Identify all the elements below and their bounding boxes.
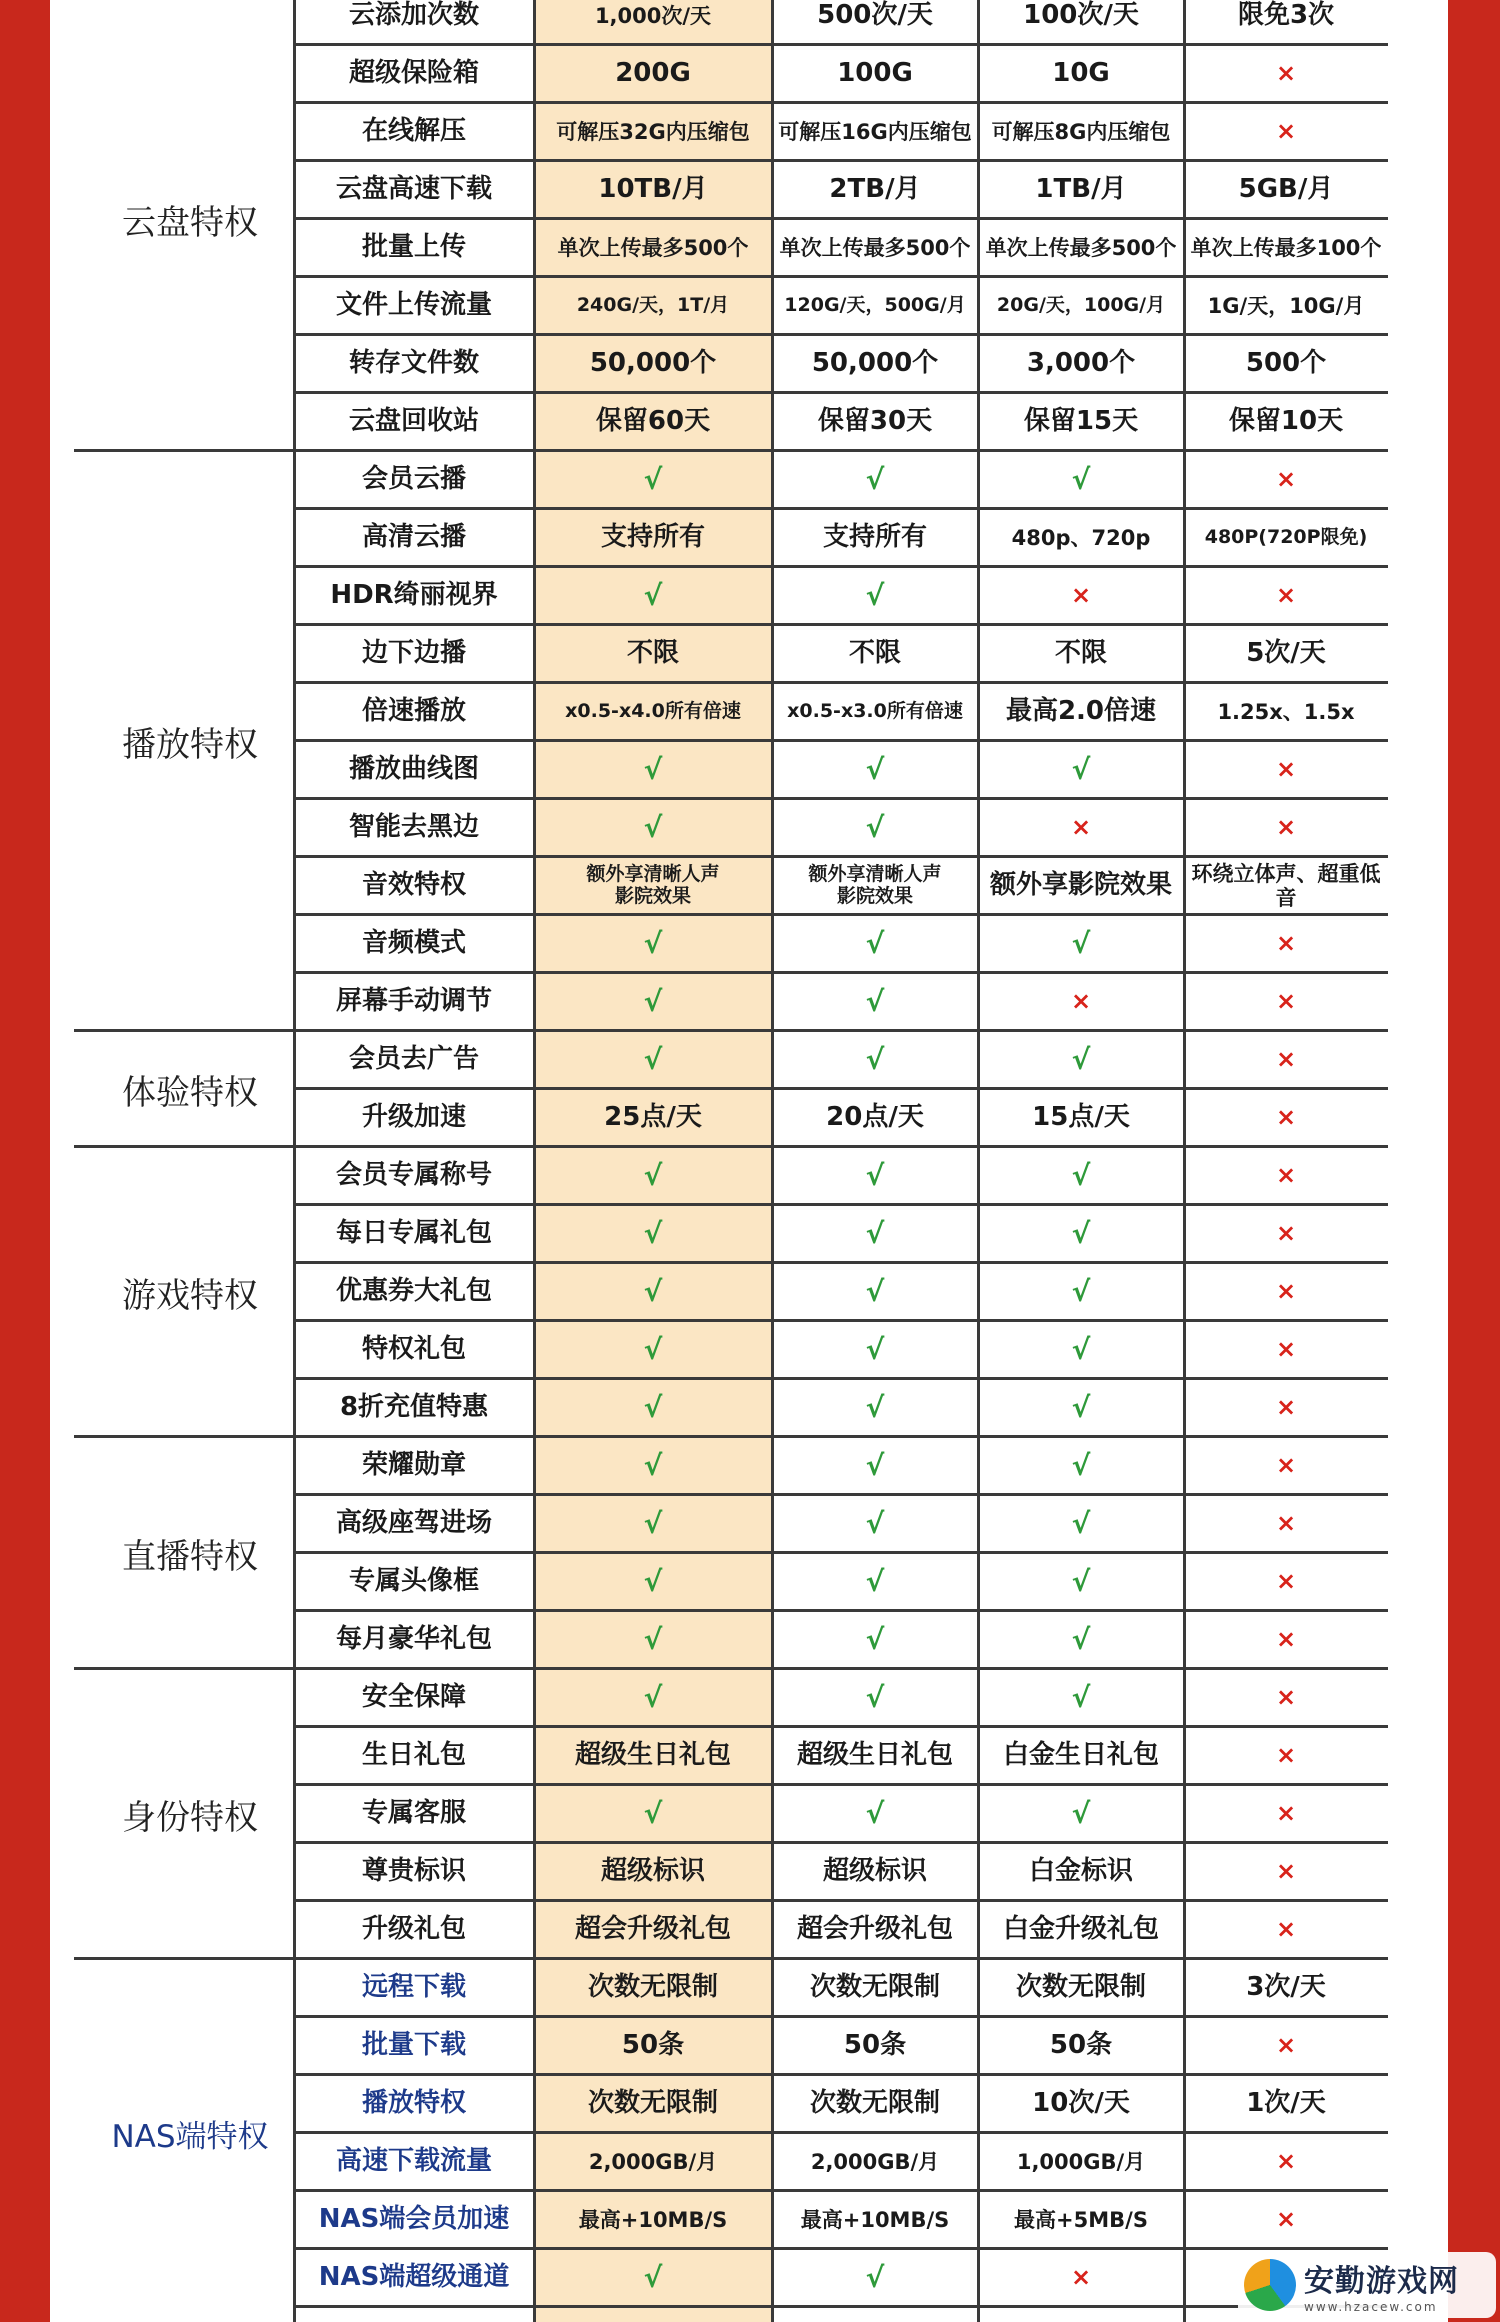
watermark-url: www.hzacew.com bbox=[1304, 2300, 1438, 2314]
table-row bbox=[50, 2191, 1448, 2249]
cross-icon: × bbox=[1275, 1103, 1297, 1132]
plan-2-cell: 100G bbox=[837, 58, 913, 89]
cross-icon: × bbox=[1275, 929, 1297, 958]
table-row bbox=[50, 1611, 1448, 1669]
feature-name: 尊贵标识 bbox=[361, 1856, 466, 1887]
plan-3-cell: 白金生日礼包 bbox=[1002, 1740, 1159, 1771]
row-divider bbox=[294, 1087, 1388, 1090]
feature-name: 8折充值特惠 bbox=[339, 1392, 489, 1423]
cross-icon: × bbox=[1275, 1219, 1297, 1248]
check-icon: √ bbox=[1071, 1680, 1091, 1714]
check-icon: √ bbox=[643, 1216, 663, 1250]
row-divider bbox=[294, 1203, 1388, 1206]
cross-icon: × bbox=[1070, 2263, 1092, 2292]
check-icon: √ bbox=[643, 462, 663, 496]
plan-1-cell: 50,000个 bbox=[589, 348, 717, 379]
row-divider bbox=[294, 1609, 1388, 1612]
row-divider bbox=[294, 913, 1388, 916]
feature-name: 高清云播 bbox=[361, 522, 466, 553]
table-row bbox=[50, 2017, 1448, 2075]
row-divider bbox=[294, 623, 1388, 626]
column-divider bbox=[293, 0, 296, 2322]
check-icon: √ bbox=[1071, 1564, 1091, 1598]
site-logo-icon bbox=[1244, 2259, 1296, 2311]
check-icon: √ bbox=[643, 1796, 663, 1830]
plan-1-cell: 可解压32G内压缩包 bbox=[556, 119, 750, 144]
check-icon: √ bbox=[1071, 1216, 1091, 1250]
feature-name: 屏幕手动调节 bbox=[335, 986, 492, 1017]
plan-1-cell: x0.5-x4.0所有倍速 bbox=[565, 700, 741, 723]
row-divider bbox=[294, 2247, 1388, 2250]
plan-2-cell: 次数无限制 bbox=[809, 1972, 940, 2003]
check-icon: √ bbox=[1071, 1506, 1091, 1540]
table-row bbox=[50, 277, 1448, 335]
check-icon: √ bbox=[865, 1216, 885, 1250]
plan-4-cell: 5GB/月 bbox=[1238, 174, 1334, 205]
feature-name: 升级加速 bbox=[361, 1102, 466, 1133]
check-icon: √ bbox=[865, 1622, 885, 1656]
table-row bbox=[50, 857, 1448, 915]
feature-name: 专属客服 bbox=[361, 1798, 466, 1829]
table-row bbox=[50, 1727, 1448, 1785]
row-divider bbox=[294, 391, 1388, 394]
plan-3-cell: 1TB/月 bbox=[1035, 174, 1127, 205]
check-icon: √ bbox=[1071, 462, 1091, 496]
group-label: NAS端特权 bbox=[111, 2118, 269, 2155]
cross-icon: × bbox=[1275, 117, 1297, 146]
row-divider bbox=[294, 333, 1388, 336]
table-row bbox=[50, 567, 1448, 625]
cross-icon: × bbox=[1275, 1451, 1297, 1480]
table-row bbox=[50, 161, 1448, 219]
plan-4-cell: 1G/天，10G/月 bbox=[1207, 293, 1365, 318]
check-icon: √ bbox=[865, 1448, 885, 1482]
table-row bbox=[50, 1031, 1448, 1089]
plan-4-cell: 环绕立体声、超重低音 bbox=[1191, 861, 1381, 910]
plan-2-cell: 超会升级礼包 bbox=[796, 1914, 953, 1945]
plan-2-cell: 500次/天 bbox=[817, 0, 933, 31]
plan-4-cell: 单次上传最多100个 bbox=[1190, 235, 1382, 260]
row-divider bbox=[294, 101, 1388, 104]
table-row bbox=[50, 451, 1448, 509]
group-label: 云盘特权 bbox=[122, 202, 258, 243]
cross-icon: × bbox=[1275, 1915, 1297, 1944]
row-divider bbox=[294, 1319, 1388, 1322]
row-divider bbox=[294, 739, 1388, 742]
plan-3-cell: 不限 bbox=[1054, 638, 1107, 669]
row-divider bbox=[294, 971, 1388, 974]
plan-3-cell: 白金升级礼包 bbox=[1002, 1914, 1159, 1945]
row-divider bbox=[294, 1725, 1388, 1728]
feature-name: 生日礼包 bbox=[361, 1740, 466, 1771]
feature-name: 专属头像框 bbox=[348, 1566, 479, 1597]
check-icon: √ bbox=[865, 926, 885, 960]
feature-name: 批量下载 bbox=[361, 2030, 466, 2061]
plan-2-cell: 可解压16G内压缩包 bbox=[778, 119, 972, 144]
table-row bbox=[50, 393, 1448, 451]
column-divider bbox=[533, 0, 536, 2322]
table-row bbox=[50, 915, 1448, 973]
feature-name: 边下边播 bbox=[361, 638, 466, 669]
table-row bbox=[50, 1321, 1448, 1379]
table-row bbox=[50, 1089, 1448, 1147]
plan-2-cell: 不限 bbox=[848, 638, 901, 669]
plan-2-cell: 50,000个 bbox=[811, 348, 939, 379]
check-icon: √ bbox=[865, 578, 885, 612]
table-row bbox=[50, 509, 1448, 567]
plan-4-cell: 5次/天 bbox=[1246, 638, 1326, 669]
plan-3-cell: 10G bbox=[1052, 58, 1110, 89]
plan-2-cell: 20点/天 bbox=[826, 1102, 924, 1133]
table-row bbox=[50, 219, 1448, 277]
feature-name: 在线解压 bbox=[361, 116, 466, 147]
plan-2-cell: 支持所有 bbox=[822, 522, 927, 553]
cross-icon: × bbox=[1275, 1161, 1297, 1190]
feature-name: 播放曲线图 bbox=[348, 754, 479, 785]
row-divider bbox=[294, 1377, 1388, 1380]
plan-1-cell: 超级生日礼包 bbox=[574, 1740, 731, 1771]
cross-icon: × bbox=[1275, 1277, 1297, 1306]
row-divider bbox=[294, 2015, 1388, 2018]
check-icon: √ bbox=[1071, 926, 1091, 960]
plan-3-cell: 1,000GB/月 bbox=[1016, 2149, 1146, 2174]
check-icon: √ bbox=[643, 1390, 663, 1424]
plan-4-cell: 480P(720P限免) bbox=[1204, 526, 1368, 549]
feature-name: 云添加次数 bbox=[348, 0, 479, 31]
plan-2-cell: 次数无限制 bbox=[809, 2088, 940, 2119]
cross-icon: × bbox=[1275, 1741, 1297, 1770]
feature-name: 云盘回收站 bbox=[348, 406, 479, 437]
feature-name: 音效特权 bbox=[361, 870, 466, 901]
group-label: 体验特权 bbox=[122, 1072, 258, 1113]
cross-icon: × bbox=[1275, 1799, 1297, 1828]
feature-name: 会员专属称号 bbox=[335, 1160, 492, 1191]
column-divider bbox=[1183, 0, 1186, 2322]
cross-icon: × bbox=[1275, 581, 1297, 610]
check-icon: √ bbox=[865, 462, 885, 496]
row-divider bbox=[294, 1261, 1388, 1264]
plan-2-cell: 最高+10MB/S bbox=[800, 2207, 950, 2232]
feature-name: 转存文件数 bbox=[348, 348, 479, 379]
check-icon: √ bbox=[1071, 1158, 1091, 1192]
check-icon: √ bbox=[865, 1506, 885, 1540]
check-icon: √ bbox=[865, 1158, 885, 1192]
cross-icon: × bbox=[1275, 59, 1297, 88]
table-row bbox=[50, 1843, 1448, 1901]
cross-icon: × bbox=[1275, 465, 1297, 494]
plan-4-cell: 3次/天 bbox=[1246, 1972, 1326, 2003]
check-icon: √ bbox=[643, 1274, 663, 1308]
table-row bbox=[50, 799, 1448, 857]
cross-icon: × bbox=[1275, 2031, 1297, 2060]
check-icon: √ bbox=[643, 984, 663, 1018]
plan-1-cell: 额外享清晰人声 影院效果 bbox=[586, 863, 720, 907]
check-icon: √ bbox=[643, 1042, 663, 1076]
check-icon: √ bbox=[643, 1564, 663, 1598]
feature-name: 播放特权 bbox=[361, 2088, 466, 2119]
table-row bbox=[50, 1553, 1448, 1611]
plan-2-cell: 2TB/月 bbox=[829, 174, 921, 205]
check-icon: √ bbox=[865, 1274, 885, 1308]
plan-1-cell: 单次上传最多500个 bbox=[557, 235, 749, 260]
row-divider bbox=[294, 797, 1388, 800]
plan-1-cell: 超会升级礼包 bbox=[574, 1914, 731, 1945]
cross-icon: × bbox=[1275, 755, 1297, 784]
cross-icon: × bbox=[1275, 1509, 1297, 1538]
table-row bbox=[50, 625, 1448, 683]
cross-icon: × bbox=[1275, 1335, 1297, 1364]
check-icon: √ bbox=[865, 984, 885, 1018]
table-row bbox=[50, 1205, 1448, 1263]
plan-2-cell: 2,000GB/月 bbox=[810, 2149, 940, 2174]
plan-2-cell: 超级标识 bbox=[822, 1856, 927, 1887]
row-divider bbox=[294, 217, 1388, 220]
check-icon: √ bbox=[643, 1448, 663, 1482]
check-icon: √ bbox=[865, 1796, 885, 1830]
row-divider bbox=[294, 2073, 1388, 2076]
table-row bbox=[50, 1263, 1448, 1321]
feature-name: 云盘高速下载 bbox=[335, 174, 492, 205]
plan-4-cell: 500个 bbox=[1245, 348, 1327, 379]
feature-name: 每月豪华礼包 bbox=[335, 1624, 492, 1655]
feature-name: 优惠券大礼包 bbox=[335, 1276, 492, 1307]
plan-4-cell: 保留10天 bbox=[1228, 406, 1344, 437]
plan-3-cell: 15点/天 bbox=[1032, 1102, 1130, 1133]
feature-name: NAS端会员加速 bbox=[318, 2204, 510, 2235]
check-icon: √ bbox=[643, 1622, 663, 1656]
plan-1-cell: 支持所有 bbox=[600, 522, 705, 553]
feature-name: 智能去黑边 bbox=[348, 812, 479, 843]
table-row bbox=[50, 1785, 1448, 1843]
cross-icon: × bbox=[1275, 1683, 1297, 1712]
plan-1-cell: 不限 bbox=[626, 638, 679, 669]
table-row bbox=[50, 683, 1448, 741]
plan-2-cell: 保留30天 bbox=[817, 406, 933, 437]
plan-2-cell: 超级生日礼包 bbox=[796, 1740, 953, 1771]
plan-4-cell: 1.25x、1.5x bbox=[1217, 699, 1355, 724]
row-divider bbox=[294, 2189, 1388, 2192]
row-divider bbox=[294, 1899, 1388, 1902]
table-row bbox=[50, 103, 1448, 161]
feature-name: 会员去广告 bbox=[348, 1044, 479, 1075]
plan-1-cell: 10TB/月 bbox=[598, 174, 708, 205]
table-row bbox=[50, 335, 1448, 393]
feature-name: 远程下载 bbox=[361, 1972, 466, 2003]
cross-icon: × bbox=[1275, 1625, 1297, 1654]
feature-name: 批量上传 bbox=[361, 232, 466, 263]
cross-icon: × bbox=[1275, 1045, 1297, 1074]
table-row bbox=[50, 1901, 1448, 1959]
row-divider bbox=[294, 1841, 1388, 1844]
check-icon: √ bbox=[1071, 1274, 1091, 1308]
plan-1-cell: 次数无限制 bbox=[587, 1972, 718, 2003]
check-icon: √ bbox=[643, 2260, 663, 2294]
check-icon: √ bbox=[865, 1332, 885, 1366]
check-icon: √ bbox=[865, 810, 885, 844]
check-icon: √ bbox=[643, 752, 663, 786]
cross-icon: × bbox=[1275, 1393, 1297, 1422]
plan-1-cell: 25点/天 bbox=[604, 1102, 702, 1133]
feature-name: 高级座驾进场 bbox=[335, 1508, 492, 1539]
plan-3-cell: 最高+5MB/S bbox=[1014, 2207, 1148, 2232]
check-icon: √ bbox=[643, 1506, 663, 1540]
cross-icon: × bbox=[1070, 987, 1092, 1016]
check-icon: √ bbox=[1071, 1332, 1091, 1366]
table-row bbox=[50, 1379, 1448, 1437]
row-divider bbox=[294, 681, 1388, 684]
check-icon: √ bbox=[865, 752, 885, 786]
check-icon: √ bbox=[643, 926, 663, 960]
plan-2-cell: 单次上传最多500个 bbox=[779, 235, 971, 260]
feature-name: 文件上传流量 bbox=[335, 290, 492, 321]
table-row bbox=[50, 2133, 1448, 2191]
plan-1-cell: 次数无限制 bbox=[587, 2088, 718, 2119]
plan-1-cell: 超级标识 bbox=[600, 1856, 705, 1887]
check-icon: √ bbox=[643, 578, 663, 612]
cross-icon: × bbox=[1275, 2147, 1297, 2176]
plan-2-cell: 额外享清晰人声 影院效果 bbox=[808, 863, 942, 907]
plan-1-cell: 保留60天 bbox=[595, 406, 711, 437]
plan-3-cell: 10次/天 bbox=[1032, 2088, 1130, 2119]
plan-3-cell: 最高2.0倍速 bbox=[1005, 696, 1157, 727]
plan-4-cell: 限免3次 bbox=[1237, 0, 1335, 31]
feature-name: NAS端超级通道 bbox=[318, 2262, 510, 2293]
plan-3-cell: 单次上传最多500个 bbox=[985, 235, 1177, 260]
check-icon: √ bbox=[1071, 752, 1091, 786]
check-icon: √ bbox=[865, 1390, 885, 1424]
plan-2-cell: 120G/天，500G/月 bbox=[784, 294, 966, 317]
feature-name: 音频模式 bbox=[361, 928, 466, 959]
row-divider bbox=[294, 507, 1388, 510]
check-icon: √ bbox=[865, 2260, 885, 2294]
table-row bbox=[50, 1495, 1448, 1553]
table-row bbox=[50, 1437, 1448, 1495]
plan-1-cell: 1,000次/天 bbox=[594, 3, 712, 28]
feature-name: 会员云播 bbox=[361, 464, 466, 495]
row-divider bbox=[294, 855, 1388, 858]
row-divider bbox=[294, 2305, 1388, 2308]
comparison-card bbox=[50, 0, 1448, 2322]
feature-name: 每日专属礼包 bbox=[335, 1218, 492, 1249]
check-icon: √ bbox=[643, 1332, 663, 1366]
table-row bbox=[50, 973, 1448, 1031]
check-icon: √ bbox=[865, 1564, 885, 1598]
plan-1-cell: 240G/天，1T/月 bbox=[576, 294, 730, 317]
plan-2-cell: x0.5-x3.0所有倍速 bbox=[787, 700, 963, 723]
feature-name: 倍速播放 bbox=[361, 696, 466, 727]
cross-icon: × bbox=[1070, 581, 1092, 610]
feature-name: HDR绮丽视界 bbox=[330, 580, 498, 611]
plan-3-cell: 100次/天 bbox=[1023, 0, 1139, 31]
row-divider bbox=[294, 43, 1388, 46]
row-divider bbox=[294, 1783, 1388, 1786]
check-icon: √ bbox=[1071, 1622, 1091, 1656]
feature-name: 升级礼包 bbox=[361, 1914, 466, 1945]
plan-1-cell: 2,000GB/月 bbox=[588, 2149, 718, 2174]
plan-3-cell: 额外享影院效果 bbox=[989, 870, 1172, 901]
plan-3-cell: 20G/天，100G/月 bbox=[996, 294, 1166, 317]
watermark-title: 安勤游戏网 bbox=[1304, 2264, 1459, 2299]
table-row bbox=[50, 45, 1448, 103]
cross-icon: × bbox=[1275, 987, 1297, 1016]
row-divider bbox=[294, 1551, 1388, 1554]
row-divider bbox=[294, 1493, 1388, 1496]
feature-name: 荣耀勋章 bbox=[361, 1450, 466, 1481]
table-row bbox=[50, 0, 1448, 45]
group-label: 直播特权 bbox=[122, 1536, 258, 1577]
check-icon: √ bbox=[643, 1158, 663, 1192]
cross-icon: × bbox=[1275, 1857, 1297, 1886]
table-row bbox=[50, 1669, 1448, 1727]
table-row bbox=[50, 1959, 1448, 2017]
check-icon: √ bbox=[1071, 1390, 1091, 1424]
plan-3-cell: 次数无限制 bbox=[1015, 1972, 1146, 2003]
site-watermark bbox=[1238, 2252, 1496, 2318]
cross-icon: × bbox=[1070, 813, 1092, 842]
check-icon: √ bbox=[1071, 1042, 1091, 1076]
table-row bbox=[50, 2075, 1448, 2133]
plan-3-cell: 白金标识 bbox=[1028, 1856, 1133, 1887]
row-divider bbox=[294, 275, 1388, 278]
check-icon: √ bbox=[1071, 1448, 1091, 1482]
check-icon: √ bbox=[865, 1042, 885, 1076]
column-divider bbox=[977, 0, 980, 2322]
cross-icon: × bbox=[1275, 813, 1297, 842]
check-icon: √ bbox=[643, 1680, 663, 1714]
plan-4-cell: 1次/天 bbox=[1246, 2088, 1326, 2119]
plan-3-cell: 480p、720p bbox=[1011, 525, 1151, 550]
plan-3-cell: 保留15天 bbox=[1023, 406, 1139, 437]
feature-name: 高速下载流量 bbox=[335, 2146, 492, 2177]
cross-icon: × bbox=[1275, 2205, 1297, 2234]
column-divider bbox=[771, 0, 774, 2322]
row-divider bbox=[294, 2131, 1388, 2134]
table-row bbox=[50, 1147, 1448, 1205]
plan-3-cell: 可解压8G内压缩包 bbox=[991, 119, 1171, 144]
check-icon: √ bbox=[865, 1680, 885, 1714]
check-icon: √ bbox=[643, 810, 663, 844]
feature-name: 超级保险箱 bbox=[348, 58, 479, 89]
group-label: 身份特权 bbox=[122, 1797, 258, 1838]
group-label: 播放特权 bbox=[122, 724, 258, 765]
row-divider bbox=[294, 159, 1388, 162]
feature-name: 安全保障 bbox=[361, 1682, 466, 1713]
plan-2-cell: 50条 bbox=[843, 2030, 907, 2061]
plan-3-cell: 3,000个 bbox=[1026, 348, 1136, 379]
plan-3-cell: 50条 bbox=[1049, 2030, 1113, 2061]
row-divider bbox=[294, 565, 1388, 568]
check-icon: √ bbox=[1071, 1796, 1091, 1830]
cross-icon: × bbox=[1275, 1567, 1297, 1596]
group-label: 游戏特权 bbox=[122, 1275, 258, 1316]
table-row bbox=[50, 741, 1448, 799]
plan-1-cell: 50条 bbox=[621, 2030, 685, 2061]
feature-name: 特权礼包 bbox=[361, 1334, 466, 1365]
plan-1-cell: 200G bbox=[615, 58, 691, 89]
plan-1-cell: 最高+10MB/S bbox=[578, 2207, 728, 2232]
